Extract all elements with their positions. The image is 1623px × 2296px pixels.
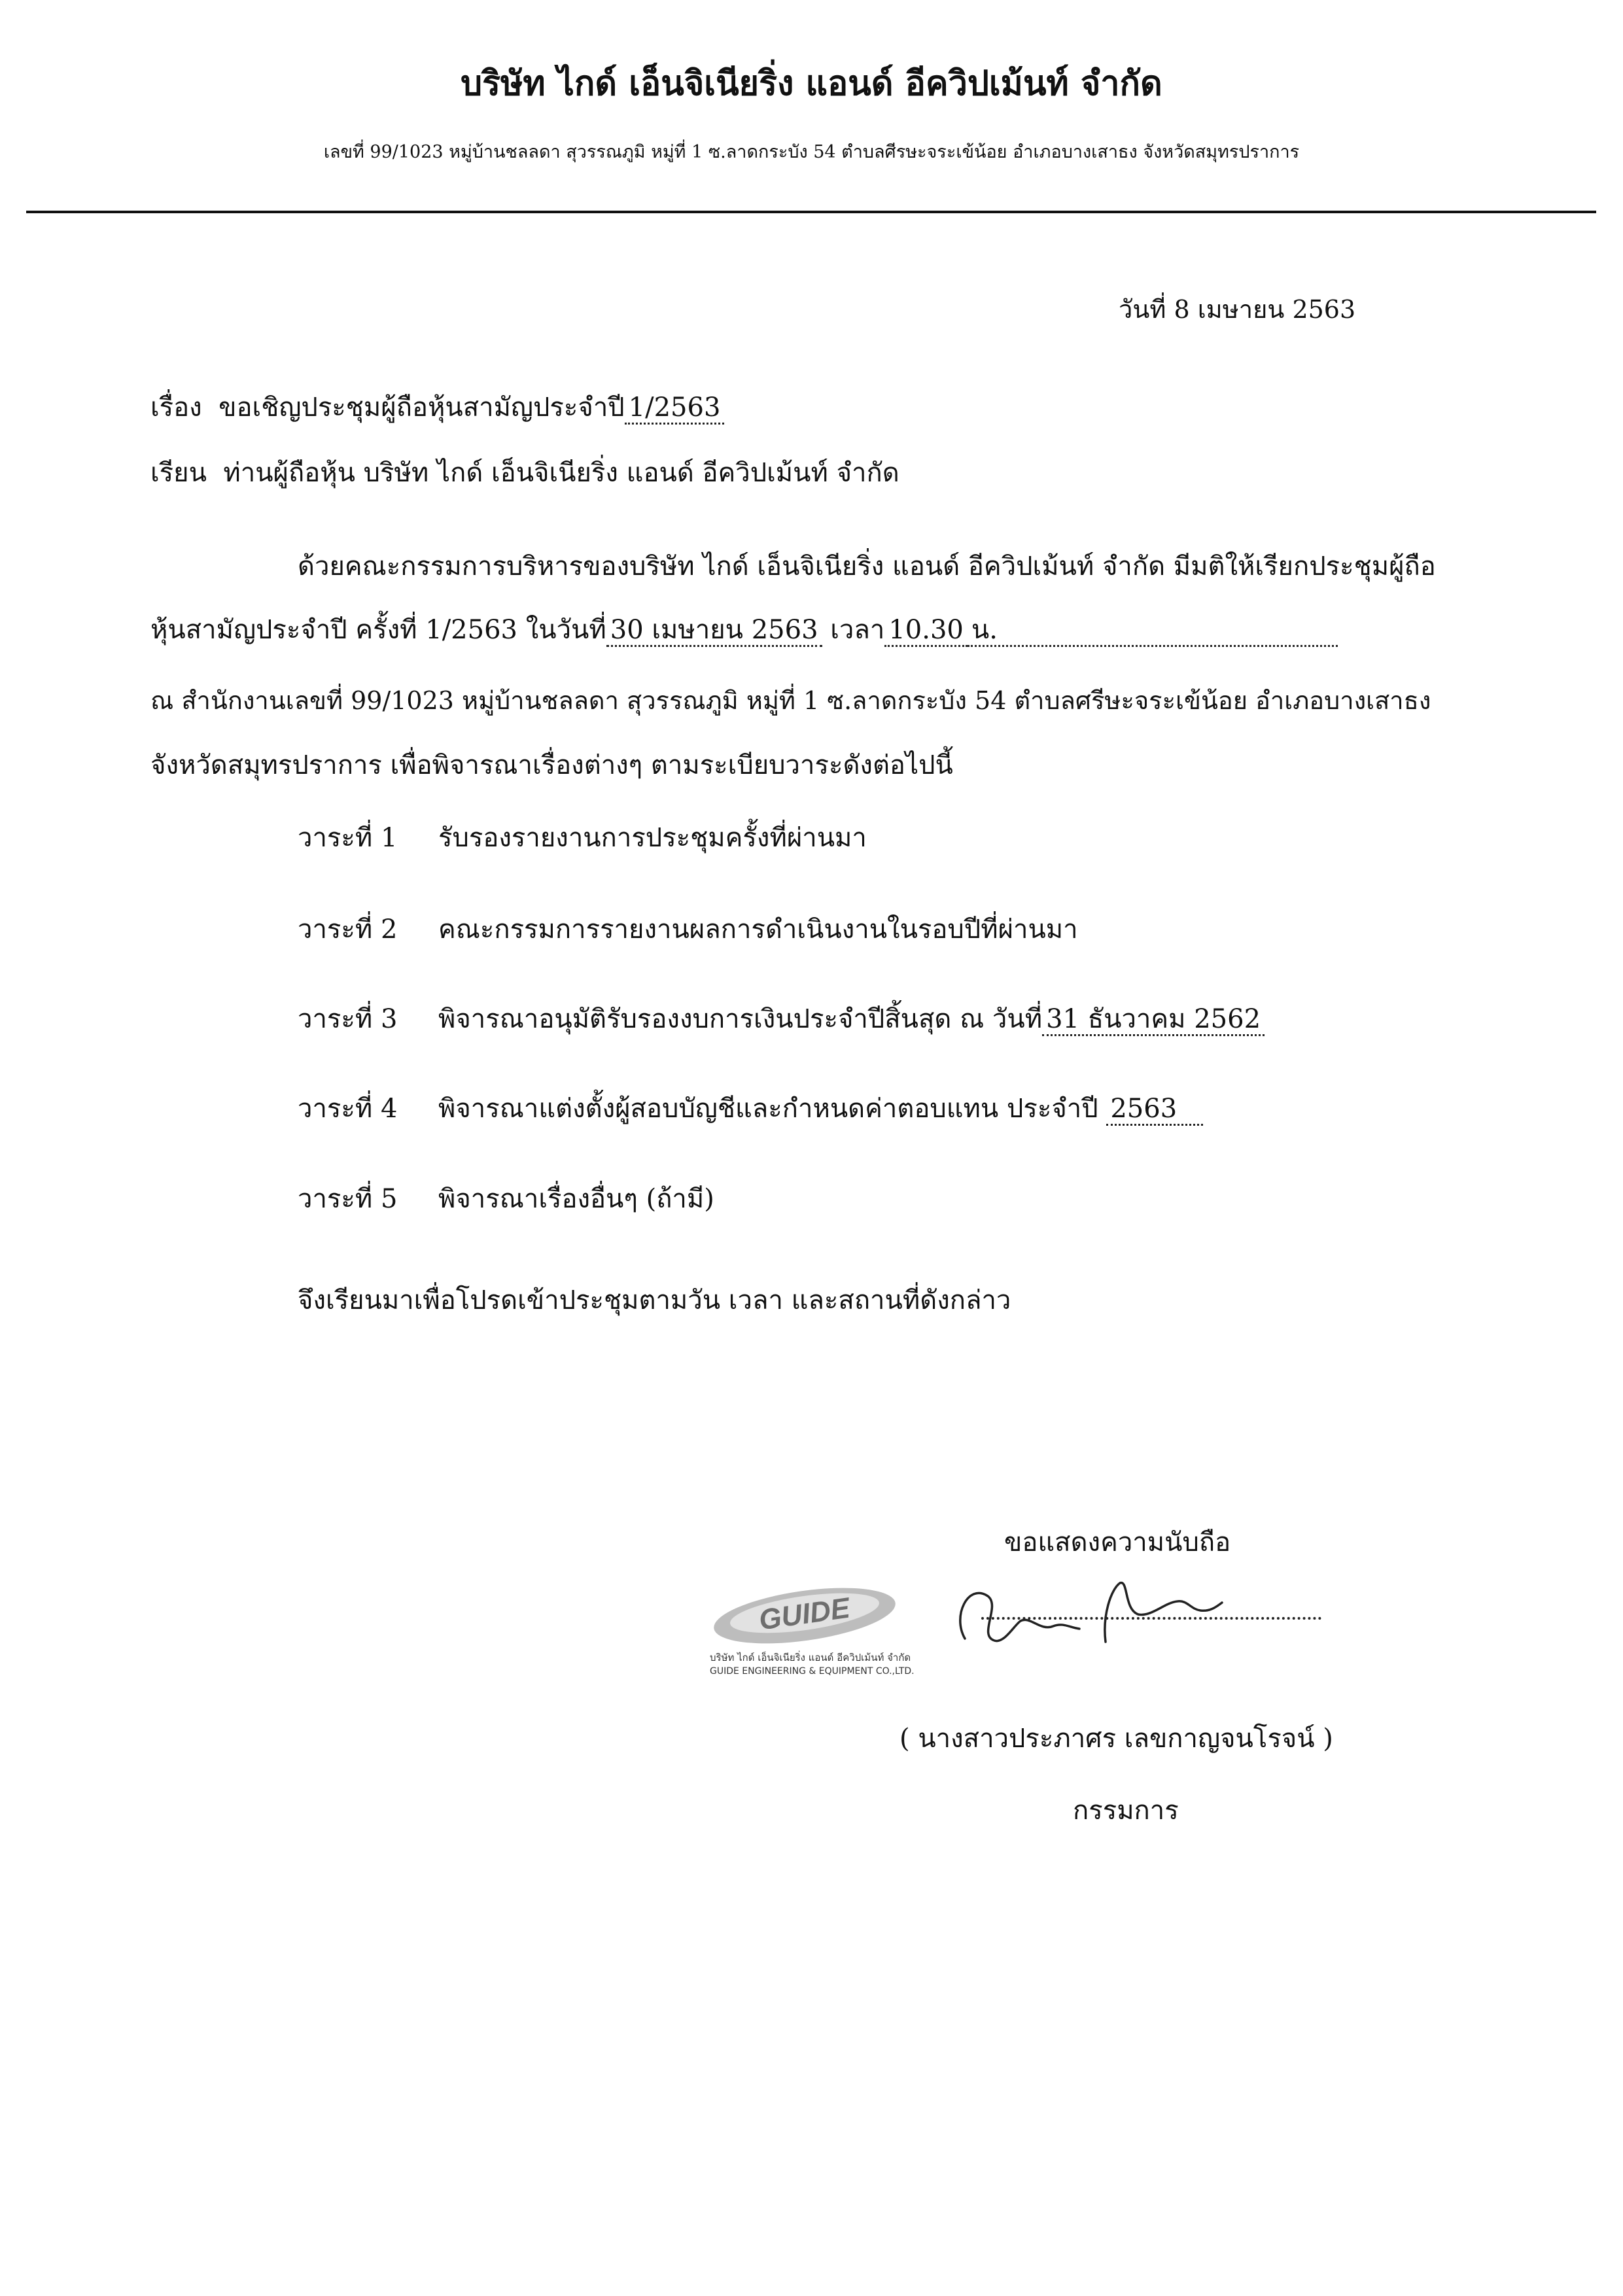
stamp-logo-text: GUIDE xyxy=(757,1592,852,1637)
subject-fill: 1/2563 xyxy=(625,392,725,425)
recipient-label: เรียน xyxy=(150,458,207,488)
agenda-text: พิจารณาอนุมัติรับรองงบการเงินประจำปีสิ้นสุด ณ วันที่ xyxy=(438,1004,1043,1034)
signer-title: กรรมการ xyxy=(1073,1796,1179,1826)
stamp-thai-name: บริษัท ไกด์ เอ็นจิเนียริ่ง แอนด์ อีควิปเม้นท์ จำกัด xyxy=(710,1652,911,1663)
body-paragraph-1-line-2 xyxy=(150,608,1338,650)
subject-line xyxy=(150,386,724,428)
meeting-time: 10.30 xyxy=(884,615,968,647)
meeting-date: 30 เมษายน 2563 xyxy=(606,615,822,647)
agenda-item xyxy=(298,816,867,858)
subject-label: เรื่อง xyxy=(150,392,202,423)
signer-name: ( นางสาวประภาศร เลขกาญจนโรจน์ ) xyxy=(899,1724,1333,1754)
meeting-intro: หุ้นสามัญประจำปี ครั้งที่ 1/2563 ในวันที่ xyxy=(150,615,606,645)
time-label: เวลา xyxy=(830,615,885,645)
signature-stroke-2 xyxy=(1105,1583,1222,1642)
closing-line: จึงเรียนมาเพื่อโปรดเข้าประชุมตามวัน เวลา และสถานที่ดังกล่าว xyxy=(298,1285,1011,1315)
agenda-item xyxy=(298,1177,714,1219)
body-paragraph-2-line-1: ณ สำนักงานเลขที่ 99/1023 หมู่บ้านชลลดา สุวรรณภูมิ หมู่ที่ 1 ซ.ลาดกระบัง 54 ตำบลศรีษะจระเข้น้อย อำเภอบางเสาธง xyxy=(150,686,1431,715)
company-name: บริษัท ไกด์ เอ็นจิเนียริ่ง แอนด์ อีควิปเม้นท์ จำกัด xyxy=(461,63,1162,103)
agenda-text: พิจารณาเรื่องอื่นๆ (ถ้ามี) xyxy=(438,1184,714,1214)
time-unit: น. xyxy=(968,615,1338,647)
signature-line xyxy=(981,1617,1321,1620)
agenda-text: พิจารณาแต่งตั้งผู้สอบบัญชีและกำหนดค่าตอบแทน ประจำปี xyxy=(438,1094,1098,1124)
agenda-fill: 2563 xyxy=(1106,1094,1203,1126)
agenda-number: วาระที่ 3 xyxy=(298,1004,398,1034)
agenda-item xyxy=(298,1087,1203,1129)
subject-text: ขอเชิญประชุมผู้ถือหุ้นสามัญประจำปี xyxy=(218,392,625,423)
recipient-text: ท่านผู้ถือหุ้น บริษัท ไกด์ เอ็นจิเนียริ่ง แอนด์ อีควิปเม้นท์ จำกัด xyxy=(223,458,899,488)
handwritten-signature xyxy=(942,1563,1230,1661)
agenda-number: วาระที่ 2 xyxy=(298,914,398,945)
agenda-fill: 31 ธันวาคม 2562 xyxy=(1042,1004,1265,1036)
recipient-line xyxy=(150,451,899,493)
body-paragraph-2-line-2: จังหวัดสมุทรปราการ เพื่อพิจารณาเรื่องต่างๆ ตามระเบียบวาระดังต่อไปนี้ xyxy=(150,750,953,780)
agenda-text: รับรองรายงานการประชุมครั้งที่ผ่านมา xyxy=(438,823,867,853)
letter-date: วันที่ 8 เมษายน 2563 xyxy=(1119,295,1356,324)
company-address: เลขที่ 99/1023 หมู่บ้านชลลดา สุวรรณภูมิ หมู่ที่ 1 ซ.ลาดกระบัง 54 ตำบลศีรษะจระเข้น้อย อำเภอบางเสาธง จังหวัดสมุทรปราการ xyxy=(323,142,1300,162)
agenda-number: วาระที่ 5 xyxy=(298,1184,398,1214)
stamp-english-name: GUIDE ENGINEERING & EQUIPMENT CO.,LTD. xyxy=(710,1666,915,1677)
agenda-number: วาระที่ 1 xyxy=(298,823,398,853)
header-divider xyxy=(26,211,1596,213)
agenda-item xyxy=(298,908,1078,950)
agenda-item xyxy=(298,998,1265,1039)
regards-text: ขอแสดงความนับถือ xyxy=(1004,1527,1231,1557)
body-paragraph-1-line-1: ด้วยคณะกรรมการบริหารของบริษัท ไกด์ เอ็นจิเนียริ่ง แอนด์ อีควิปเม้นท์ จำกัด มีมติให้เรียกประชุมผู้ถือ xyxy=(298,551,1436,582)
agenda-text: คณะกรรมการรายงานผลการดำเนินงานในรอบปีที่ผ่านมา xyxy=(438,914,1078,945)
agenda-number: วาระที่ 4 xyxy=(298,1094,398,1124)
